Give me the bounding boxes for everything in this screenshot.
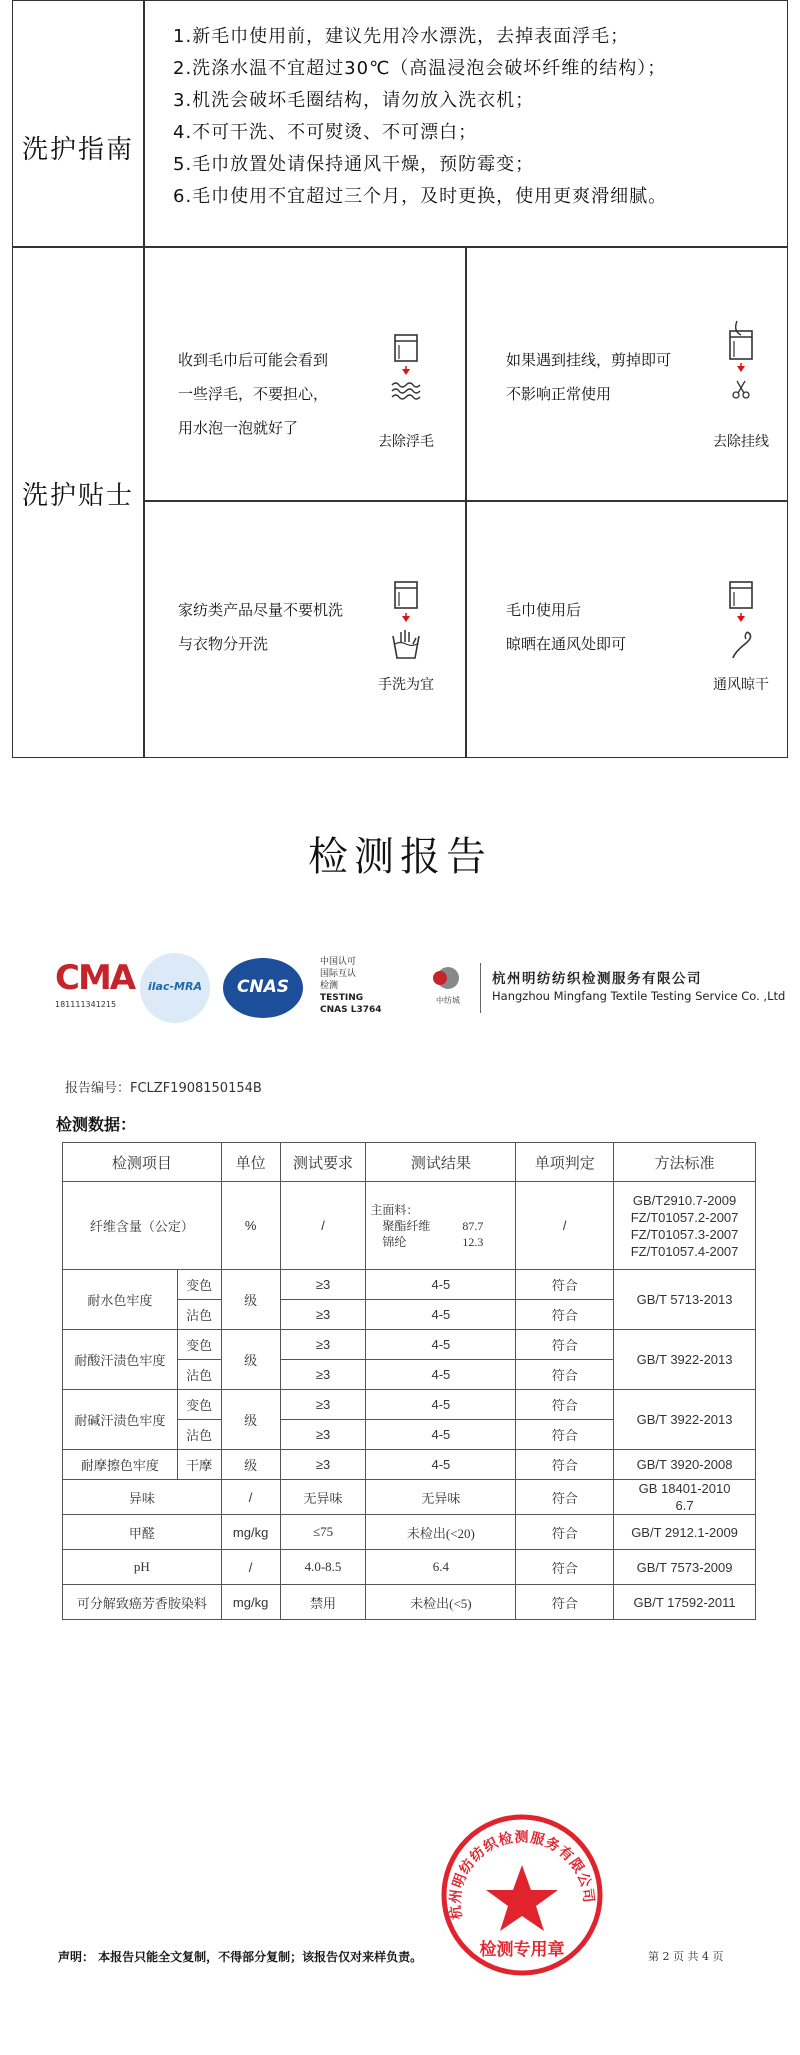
item-cell: 耐碱汗渍色牢度	[63, 1390, 178, 1450]
method-cell: GB/T 17592-2011	[614, 1585, 756, 1620]
divider	[465, 247, 467, 757]
sub-item-cell: 干摩	[177, 1450, 221, 1480]
result-cell: 4-5	[366, 1270, 516, 1300]
table-row	[63, 1515, 756, 1550]
method-cell: GB/T 3922-2013	[614, 1330, 756, 1390]
method-cell: GB/T 5713-2013	[614, 1270, 756, 1330]
tip-text: 收到毛巾后可能会看到 一些浮毛，不要担心， 用水泡一泡就好了	[178, 351, 329, 437]
table-row	[63, 1550, 756, 1585]
method-cell: GB 18401-2010 6.7	[614, 1480, 756, 1515]
inspection-seal	[437, 1810, 607, 1980]
item-cell: 耐酸汗渍色牢度	[63, 1330, 178, 1390]
tip-caption: 通风晾干	[713, 677, 769, 693]
unit-cell: /	[221, 1550, 280, 1585]
fiber-result: 主面料： 聚酯纤维 87.7 锦纶 12.3	[366, 1182, 516, 1270]
report-title: 检测报告	[308, 834, 492, 880]
verdict-cell: 符合	[516, 1330, 614, 1360]
unit-cell: 级	[221, 1330, 280, 1390]
towel-hanger-icon	[711, 580, 771, 664]
lab-name-en: Hangzhou Mingfang Textile Testing Service Co. ,Ltd	[492, 989, 786, 1003]
method-cell: GB/T 3922-2013	[614, 1390, 756, 1450]
verdict-cell: 符合	[516, 1515, 614, 1550]
table-row	[63, 1270, 756, 1300]
tip-text: 毛巾使用后 晾晒在通风处即可	[506, 601, 627, 653]
header-cell: 单项判定	[516, 1143, 614, 1182]
requirement-cell: ≥3	[280, 1360, 366, 1390]
requirement-cell: ≥3	[280, 1300, 366, 1330]
header-cell: 检测项目	[63, 1143, 222, 1182]
divider	[480, 963, 481, 1013]
unit-cell: mg/kg	[221, 1515, 280, 1550]
item-cell: 甲醛	[63, 1515, 222, 1550]
verdict-cell: 符合	[516, 1300, 614, 1330]
table-row	[63, 1390, 756, 1420]
method-cell: GB/T 3920-2008	[614, 1450, 756, 1480]
ilac-mra-logo: ilac-MRA	[140, 953, 210, 1023]
sub-item-cell: 沾色	[177, 1300, 221, 1330]
unit-cell: 级	[221, 1270, 280, 1330]
unit-cell: 级	[221, 1390, 280, 1450]
requirement-cell: ≥3	[280, 1450, 366, 1480]
header-cell: 测试要求	[280, 1143, 366, 1182]
logo-bar	[55, 953, 786, 1033]
result-cell: 无异味	[366, 1480, 516, 1515]
unit-cell: mg/kg	[221, 1585, 280, 1620]
sub-item-cell: 沾色	[177, 1360, 221, 1390]
list-item: 4.不可干洗、不可熨烫、不可漂白；	[173, 122, 478, 143]
care-guide-list	[173, 21, 773, 213]
svg-text:杭州明纺纺织检测服务有限公司: 杭州明纺纺织检测服务有限公司	[447, 1829, 597, 1921]
tip-text: 如果遇到挂线，剪掉即可 不影响正常使用	[506, 351, 672, 403]
table-row	[63, 1450, 756, 1480]
requirement-cell: ≤75	[280, 1515, 366, 1550]
sub-item-cell: 沾色	[177, 1420, 221, 1450]
care-section	[12, 0, 788, 758]
verdict-cell: 符合	[516, 1270, 614, 1300]
result-cell: 4-5	[366, 1390, 516, 1420]
item-cell: 耐摩擦色牢度	[63, 1450, 178, 1480]
method-cell: GB/T 7573-2009	[614, 1550, 756, 1585]
towel-handwash-icon	[376, 580, 436, 664]
list-item: 1.新毛巾使用前，建议先用冷水漂洗，去掉表面浮毛；	[173, 26, 630, 47]
result-cell: 4-5	[366, 1420, 516, 1450]
result-cell: 4-5	[366, 1300, 516, 1330]
requirement-cell: ≥3	[280, 1270, 366, 1300]
cnas-text: 中国认可 国际互认 检测 TESTING CNAS L3764	[320, 957, 382, 1015]
list-item: 6.毛巾使用不宜超过三个月，及时更换，使用更爽滑细腻。	[173, 186, 668, 207]
result-cell: 未检出(<5)	[366, 1585, 516, 1620]
requirement-cell: ≥3	[280, 1420, 366, 1450]
cnas-logo: CNAS	[223, 958, 303, 1018]
svg-text:检测专用章: 检测专用章	[479, 1940, 565, 1960]
requirement-cell: ≥3	[280, 1390, 366, 1420]
page-number: 第 2 页 共 4 页	[648, 1950, 724, 1963]
verdict-cell: 符合	[516, 1585, 614, 1620]
verdict-cell: 符合	[516, 1390, 614, 1420]
verdict-cell: 符合	[516, 1550, 614, 1585]
result-cell: 4-5	[366, 1450, 516, 1480]
item-cell: 异味	[63, 1480, 222, 1515]
table-row	[63, 1585, 756, 1620]
cma-number: 181111341215	[55, 1000, 117, 1009]
tip-caption: 去除浮毛	[378, 434, 434, 450]
verdict-cell: 符合	[516, 1360, 614, 1390]
table-header-row	[63, 1143, 756, 1182]
result-cell: 6.4	[366, 1550, 516, 1585]
report-number: 报告编号：FCLZF1908150154B	[65, 1081, 262, 1096]
requirement-cell: 4.0-8.5	[280, 1550, 366, 1585]
tip-caption: 手洗为宜	[378, 677, 434, 693]
header-cell: 方法标准	[614, 1143, 756, 1182]
verdict-cell: 符合	[516, 1420, 614, 1450]
unit-cell: 级	[221, 1450, 280, 1480]
care-guide-label: 洗护指南	[21, 135, 134, 165]
list-item: 5.毛巾放置处请保持通风干燥，预防霉变；	[173, 154, 535, 175]
result-cell: 4-5	[366, 1330, 516, 1360]
list-item: 2.洗涤水温不宜超过30℃（高温浸泡会破坏纤维的结构）；	[173, 58, 667, 79]
requirement-cell: ≥3	[280, 1330, 366, 1360]
towel-scissors-icon	[711, 319, 771, 409]
tip-caption: 去除挂线	[713, 434, 769, 450]
table-row	[63, 1480, 756, 1515]
item-cell: pH	[63, 1550, 222, 1585]
header-cell: 测试结果	[366, 1143, 516, 1182]
item-cell: 耐水色牢度	[63, 1270, 178, 1330]
cma-logo: CMA 181111341215	[55, 958, 135, 1009]
header-cell: 单位	[221, 1143, 280, 1182]
test-data-table	[62, 1142, 756, 1620]
data-heading: 检测数据：	[56, 1115, 137, 1134]
sub-item-cell: 变色	[177, 1390, 221, 1420]
divider	[144, 500, 787, 502]
sub-item-cell: 变色	[177, 1330, 221, 1360]
requirement-cell: 禁用	[280, 1585, 366, 1620]
requirement-cell: 无异味	[280, 1480, 366, 1515]
care-tips-label: 洗护贴士	[21, 481, 134, 511]
sub-item-cell: 变色	[177, 1270, 221, 1300]
declaration: 声明： 本报告只能全文复制，不得部分复制；该报告仅对来样负责。	[58, 1950, 423, 1964]
verdict-cell: 符合	[516, 1480, 614, 1515]
result-cell: 未检出(<20)	[366, 1515, 516, 1550]
towel-water-icon	[376, 333, 436, 411]
verdict-cell: 符合	[516, 1450, 614, 1480]
lab-name-cn: 杭州明纺纺织检测服务有限公司	[492, 971, 702, 987]
table-row	[63, 1330, 756, 1360]
list-item: 3.机洗会破坏毛圈结构，请勿放入洗衣机；	[173, 90, 535, 111]
result-cell: 4-5	[366, 1360, 516, 1390]
lab-logo: 中纺城	[423, 963, 473, 1013]
method-cell: GB/T 2912.1-2009	[614, 1515, 756, 1550]
care-tips-grid	[144, 247, 787, 757]
table-row: 纤维含量（公定） % / 主面料： 聚酯纤维 87.7 锦纶 12.3 / GB/T2910.7-2009 FZ/T01057.2-2007 FZ/T01057.3-2007 FZ/T01057.4-2007	[63, 1182, 756, 1270]
item-cell: 可分解致癌芳香胺染料	[63, 1585, 222, 1620]
tip-text: 家纺类产品尽量不要机洗 与衣物分开洗	[178, 601, 344, 653]
unit-cell: /	[221, 1480, 280, 1515]
